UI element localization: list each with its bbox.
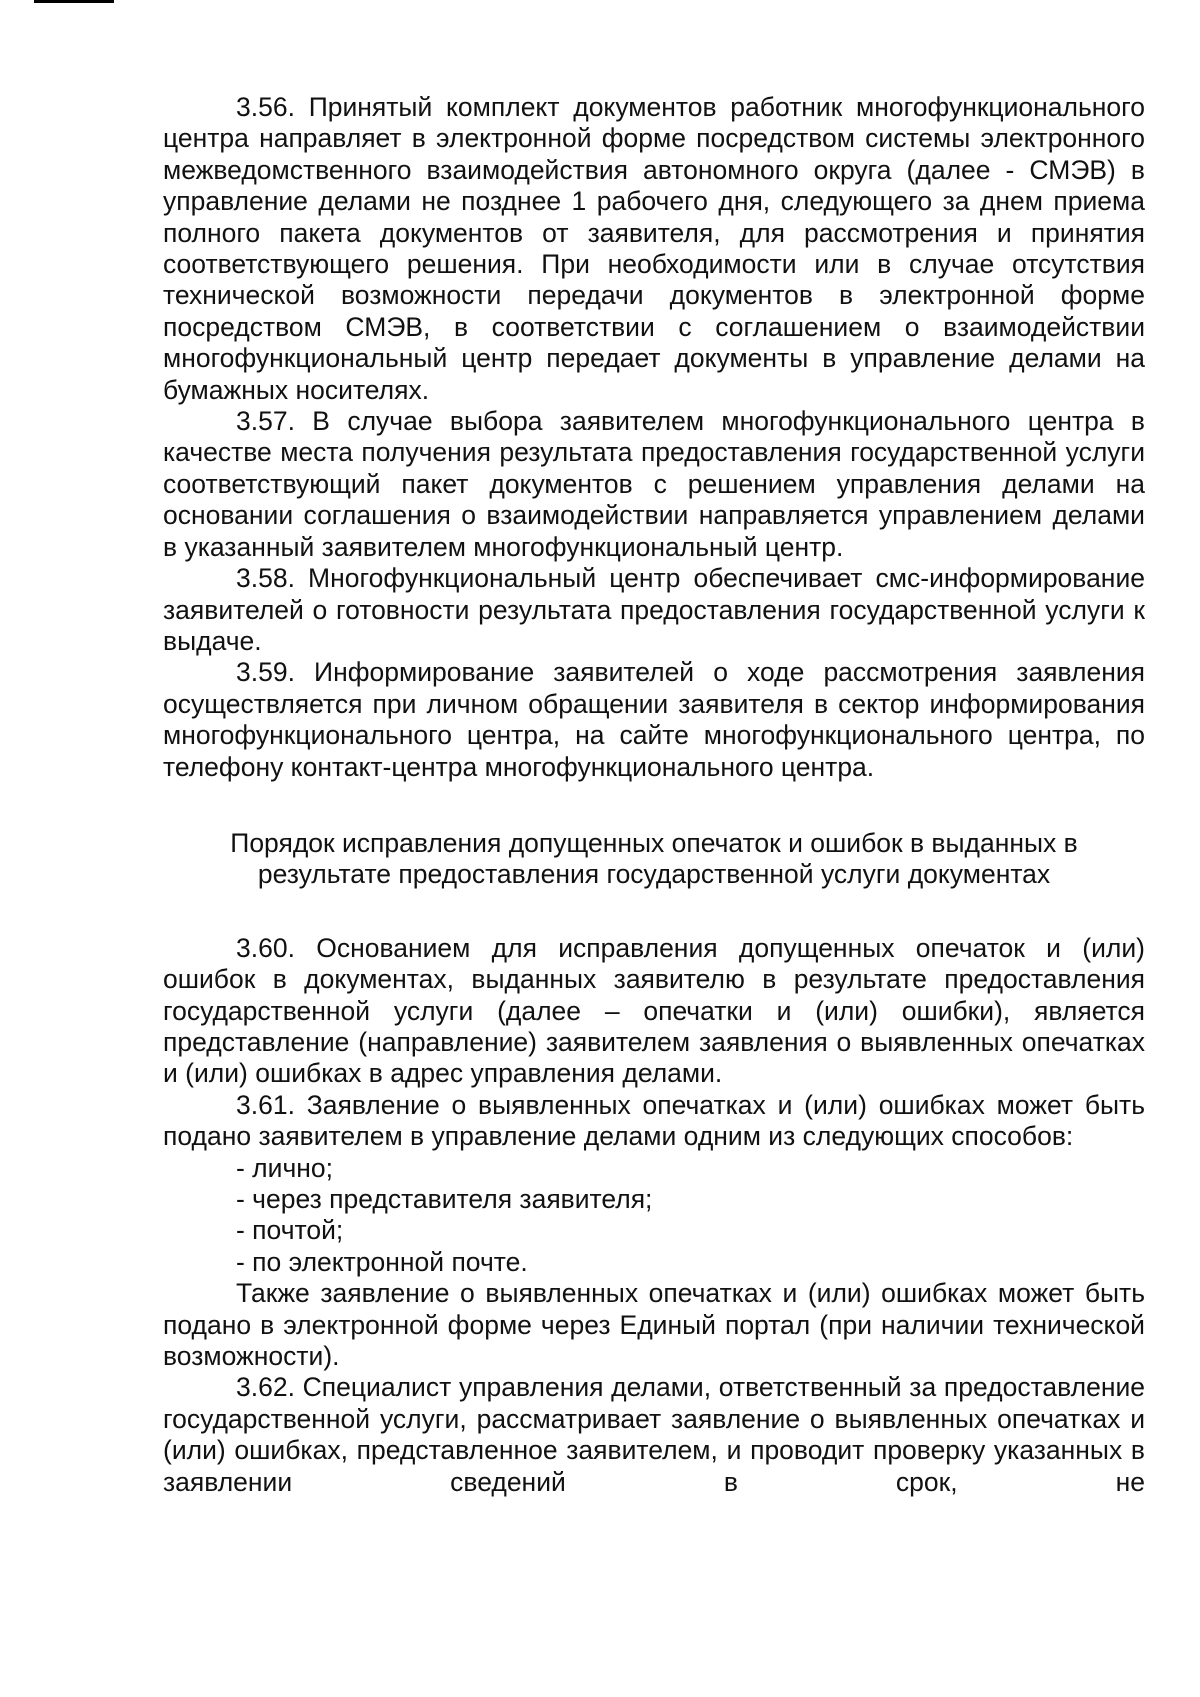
paragraph-3-62: 3.62. Специалист управления делами, ответственный за предоставление государственной услуги, рассматривает заявление о выявленных опечатках и (или) ошибках, представленное заявителем, и проводит проверку указанных в заявлении сведений в срок, не — [163, 1372, 1145, 1497]
paragraph-3-58: 3.58. Многофункциональный центр обеспечивает смс-информирование заявителей о готовности результата предоставления государственной услуги к выдаче. — [163, 563, 1145, 656]
submission-methods-list — [163, 1153, 1145, 1279]
section-heading: Порядок исправления допущенных опечаток и ошибок в выданных в результате предоставления государственной услуги документах — [230, 827, 1078, 890]
list-item: - почтой; — [236, 1215, 344, 1246]
list-item: - по электронной почте. — [236, 1246, 528, 1277]
paragraph-also: Также заявление о выявленных опечатках и (или) ошибках может быть подано в электронной форме через Единый портал (при наличии технической возможности). — [163, 1278, 1145, 1372]
list-item: - лично; — [236, 1152, 333, 1183]
paragraph-3-56: 3.56. Принятый комплект документов работник многофункционального центра направляет в электронной форме посредством системы электронного межведомственного взаимодействия автономного округа (далее - СМЭВ) в управление делами не позднее 1 рабочего дня, следующего за днем приема полного пакета документов от заявителя, для рассмотрения и принятия соответствующего решения. При необходимости или в случае отсутствия технической возможности передачи документов в электронной форме посредством СМЭВ, в соответствии с соглашением о взаимодействии многофункциональный центр передает документы в управление делами на бумажных носителях. — [163, 92, 1145, 405]
document-body — [163, 92, 1145, 1498]
list-item: - через представителя заявителя; — [236, 1184, 653, 1214]
paragraph-3-57: 3.57. В случае выбора заявителем многофункционального центра в качестве места получения результата предоставления государственной услуги соответствующий пакет документов с решением управления делами на основании соглашения о взаимодействии направляется управлением делами в указанный заявителем многофункциональный центр. — [163, 406, 1145, 562]
paragraph-3-61: 3.61. Заявление о выявленных опечатках и (или) ошибках может быть подано заявителем в управление делами одним из следующих способов: — [163, 1089, 1145, 1152]
paragraph-3-60: 3.60. Основанием для исправления допущенных опечаток и (или) ошибок в документах, выданных заявителю в результате предоставления государственной услуги (далее – опечатки и (или) ошибки), является представление (направление) заявителем заявления о выявленных опечатках и (или) ошибках в адрес управления делами. — [163, 932, 1145, 1089]
paragraph-3-59: 3.59. Информирование заявителей о ходе рассмотрения заявления осуществляется при личном обращении заявителя в сектор информирования многофункционального центра, на сайте многофункционального центра, по телефону контакт-центра многофункционального центра. — [163, 657, 1145, 782]
top-edge-mark — [34, 0, 114, 3]
